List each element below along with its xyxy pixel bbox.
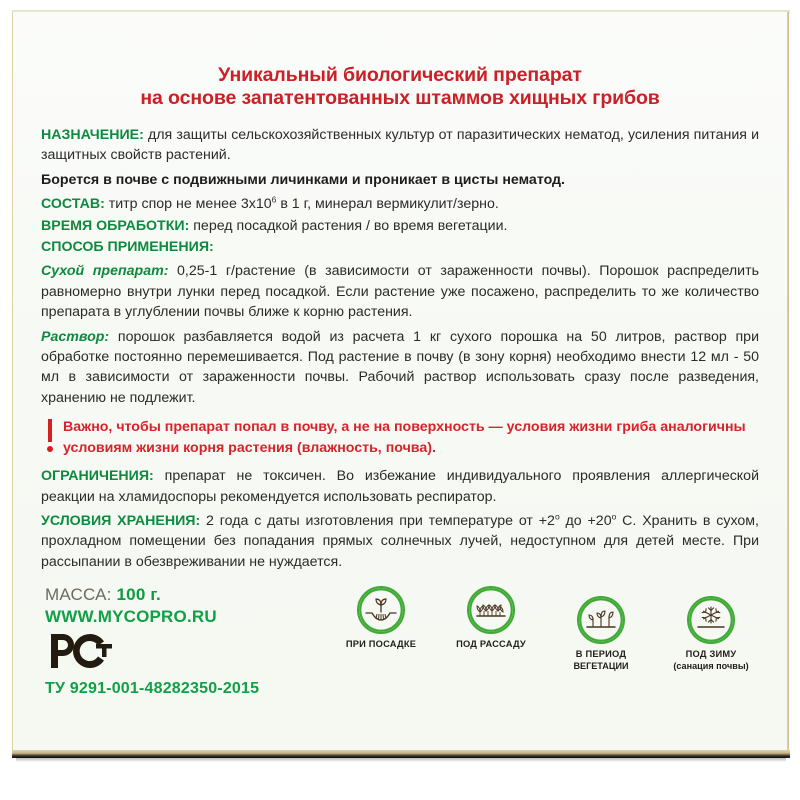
limits-heading: ОГРАНИЧЕНИЯ: xyxy=(41,468,154,485)
exclamation-mark-icon xyxy=(43,417,59,457)
storage-text-3: С. Хранить в сухом, прохладном помещении без попадания прямых солнечных лучей, недоступном для детей месте. При рассыпании в обезвреживании не нуждается. xyxy=(41,512,759,570)
usage-icon-winter xyxy=(661,596,761,672)
solution-usage-text: порошок разбавляется водой из расчета 1 кг сухого порошка на 50 литров, раствор при обработке постоянно перемешивается. Под растение в почву (в зону корня) необходимо внести 12 мл - 50 мл в зависимости от зараженности почвы. Рабочий раствор использовать сразу после разведения, хранению не подлежит. xyxy=(41,328,759,406)
usage-icon-planting xyxy=(331,586,431,651)
mass-line xyxy=(45,584,259,606)
purpose-heading: НАЗНАЧЕНИЕ: xyxy=(41,127,144,143)
storage-paragraph xyxy=(41,511,759,572)
dry-usage-paragraph xyxy=(41,261,759,322)
seedling-row-icon xyxy=(467,586,515,634)
composition-text-after: в 1 г, минерал вермикулит/зерно. xyxy=(276,196,499,213)
dry-usage-text: 0,25-1 г/растение (в зависимости от зараженности почвы). Порошок распределить равномерно внутри лунки перед посадкой. Если растение уже посажено, распределить то же количество препарата в углублении почвы ближе к корню растения. xyxy=(41,263,759,321)
seedling-in-hole-icon xyxy=(357,586,405,634)
usage-heading-text: СПОСОБ ПРИМЕНЕНИЯ: xyxy=(41,239,214,256)
warning-text xyxy=(63,417,759,458)
package-content xyxy=(13,12,787,754)
dry-usage-label: Сухой препарат: xyxy=(41,263,169,280)
product-title-line2: на основе запатентованных штаммов хищных грибов xyxy=(140,87,660,109)
timing-heading: ВРЕМЯ ОБРАБОТКИ: xyxy=(41,217,190,234)
mass-value: 100 г. xyxy=(116,585,161,605)
usage-icon-vegetation xyxy=(551,596,651,672)
usage-icons-row xyxy=(331,586,761,672)
warning-line1: Важно, чтобы препарат попал в почву, а не на поверхность — условия жизни гриба xyxy=(63,419,657,436)
tu-code: ТУ 9291-001-48282350-2015 xyxy=(45,680,260,698)
storage-degree-1: о xyxy=(554,511,560,522)
snowflake-soil-icon xyxy=(687,596,735,644)
storage-text-2: до +20 xyxy=(559,512,612,529)
usage-icon-vegetation-caption: В ПЕРИОД xyxy=(575,649,627,660)
usage-icon-winter-sub: (санация почвы) xyxy=(673,660,749,671)
composition-text-before: титр спор не менее 3х10 xyxy=(104,196,272,213)
usage-heading xyxy=(41,237,759,257)
warning-box xyxy=(41,417,759,458)
mass-label: МАССА: xyxy=(45,585,112,605)
bold-claim-text: Борется в почве с подвижными личинками и проникает в цисты нематод. xyxy=(41,171,566,188)
manufacturer-info-block xyxy=(45,584,259,699)
limits-text: препарат не токсичен. Во избежание индивидуального проявления аллергической реакции на хламидоспоры рекомендуется использовать респиратор. xyxy=(41,468,759,505)
composition-superscript: 6 xyxy=(271,194,277,205)
purpose-paragraph xyxy=(41,125,759,166)
solution-usage-label: Раствор: xyxy=(41,328,110,345)
solution-usage-paragraph xyxy=(41,327,759,409)
storage-heading: УСЛОВИЯ ХРАНЕНИЯ: xyxy=(41,512,201,529)
limits-paragraph xyxy=(41,466,759,507)
purpose-text: для защиты сельскохозяйственных культур от паразитических нематод, усиления питания и защитных свойств растений. xyxy=(41,127,759,164)
usage-icon-vegetation-sub: ВЕГЕТАЦИИ xyxy=(573,660,629,671)
website-url[interactable]: WWW.MYCOPRO.RU xyxy=(45,607,217,627)
storage-text-1: 2 года с даты изготовления при температуре от +2 xyxy=(200,512,555,529)
bold-claim xyxy=(41,170,759,190)
label-body-text xyxy=(13,125,787,572)
timing-paragraph xyxy=(41,216,759,236)
composition-heading: СОСТАВ: xyxy=(41,196,105,213)
usage-icon-winter-caption: ПОД ЗИМУ xyxy=(685,649,737,660)
composition-paragraph xyxy=(41,194,759,214)
storage-degree-2: о xyxy=(611,511,617,522)
usage-icon-seedlings xyxy=(441,586,541,651)
timing-text: перед посадкой растения / во время вегетации. xyxy=(189,217,508,234)
growing-plants-icon xyxy=(577,596,625,644)
product-box-back-panel xyxy=(13,12,787,754)
box-drop-shadow xyxy=(16,757,786,762)
warning-line2: аналогичны условиям жизни корня растения (влажность, почва). xyxy=(63,419,746,456)
rst-certification-mark xyxy=(47,632,259,677)
footer-area xyxy=(13,584,787,719)
product-title-line1: Уникальный биологический препарат xyxy=(218,64,582,86)
usage-icon-seedlings-caption: ПОД РАССАДУ xyxy=(456,639,526,650)
usage-icon-planting-caption: ПРИ ПОСАДКЕ xyxy=(345,639,417,650)
product-title xyxy=(13,12,787,110)
